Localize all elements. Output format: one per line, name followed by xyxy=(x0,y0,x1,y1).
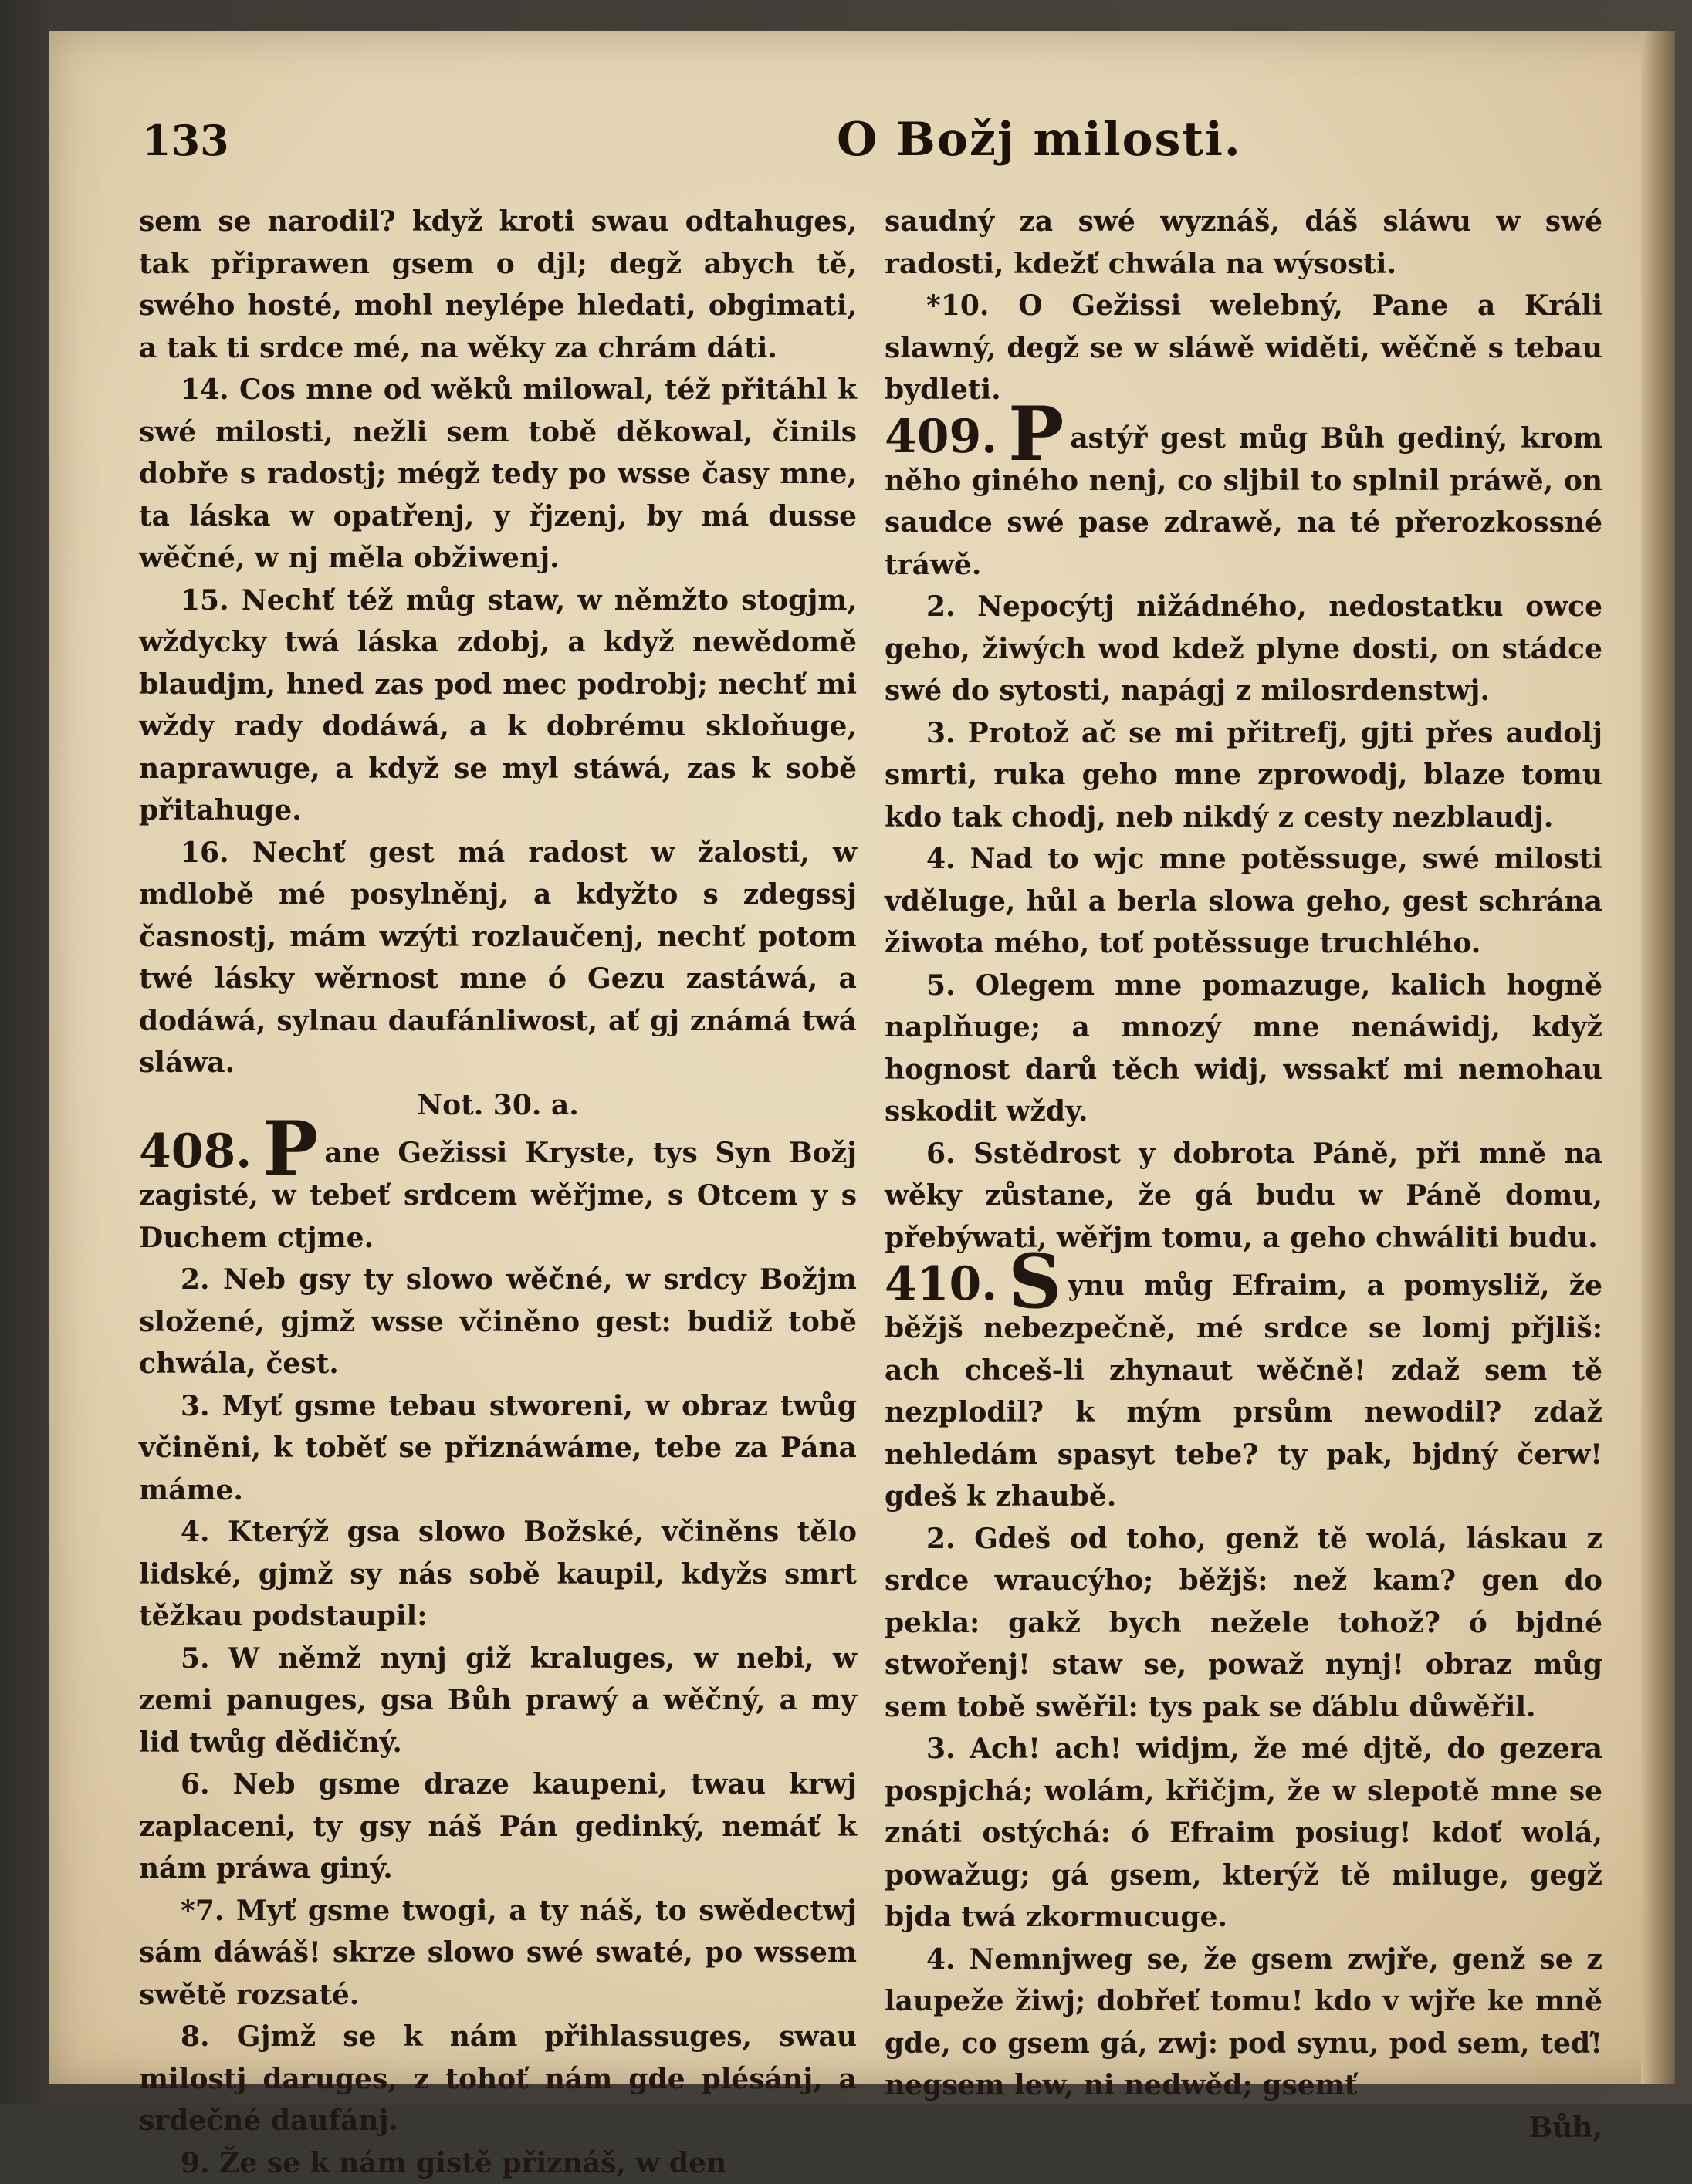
left-column xyxy=(139,201,857,2184)
stanza-410-3: 3. Ach! ach! widjm, že mé djtě, do gezera pospjchá; wolám, křičjm, že w slepotě mne se znáti ostýchá: ó Efraim posiug! kdoť wolá, powažug; gá gsem, kterýž tě miluge, gegž bjda twá zkormucuge. xyxy=(885,1728,1602,1939)
hymn-number-409: 409. xyxy=(885,414,997,460)
book-page xyxy=(49,31,1675,2084)
stanza-408-4: 4. Kterýž gsa slowo Božské, včiněns tělo lidské, gjmž sy nás sobě kaupil, kdyžs smrt těžkau podstaupil: xyxy=(139,1511,857,1638)
stanza-408-2: 2. Neb gsy ty slowo wěčné, w srdcy Božjm složené, gjmž wsse včiněno gest: budiž tobě chwála, čest. xyxy=(139,1259,857,1385)
hymn-408-start xyxy=(139,1126,857,1259)
stanza-408-7: *7. Myť gsme twogi, a ty náš, to swědectwj sám dáwáš! skrze slowo swé swaté, po wssem swětě rozsaté. xyxy=(139,1890,857,2017)
stanza-409-3: 3. Protož ač se mi přitrefj, gjti přes audolj smrti, ruka geho mne zprowodj, blaze tomu kdo tak chodj, neb nikdý z cesty nezblaudj. xyxy=(885,712,1602,839)
stanza-410-4: 4. Nemnjweg se, že gsem zwjře, genž se z laupeže žiwj; dobřeť tomu! kdo v wjře ke mně gde, co gsem gá, zwj: pod synu, pod sem, teď! negsem lew, ni nedwěd; gsemť xyxy=(885,1939,1602,2107)
hymn-409-first-stanza: astýř gest můg Bůh gediný, krom něho giného nenj, co sljbil to splnil práwě, on saudce swé pase zdrawě, na té přerozkossné tráwě. xyxy=(885,422,1602,581)
stanza-408-10: *10. O Gežissi welebný, Pane a Králi slawný, degž se w sláwě widěti, wěčně s tebau bydleti. xyxy=(885,285,1602,411)
hymn-410-start xyxy=(885,1259,1602,1518)
hymn-number-408: 408. xyxy=(139,1128,252,1175)
page-gutter-edge xyxy=(1641,31,1675,2084)
stanza-410-2: 2. Gdeš od toho, genž tě wolá, láskau z srdce wraucýho; běžjš: než kam? gen do pekla: gakž bych nežele tohož? ó bjdné stwořenj! staw se, powaž nynj! obraz můg sem tobě swěřil: tys pak se ďáblu důwěřil. xyxy=(885,1518,1602,1729)
hymn-408-first-stanza: ane Gežissi Kryste, tys Syn Božj zagisté, w tebeť srdcem wěřjme, s Otcem y s Duchem ctjme. xyxy=(139,1137,857,1254)
hymn-409-start xyxy=(885,411,1602,587)
stanza-14: 14. Cos mne od wěků milowal, též přitáhl k swé milosti, nežli sem tobě děkowal, činils dobře s radostj; mégž tedy po wsse časy mne, ta láska w opatřenj, y řjzenj, by má dusse wěčné, w nj měla obžiwenj. xyxy=(139,369,857,580)
dropcap-408: P xyxy=(262,1126,318,1172)
stanza-409-2: 2. Nepocýtj nižádného, nedostatku owce geho, žiwých wod kdež plyne dosti, on stádce swé do sytosti, napágj z milosrdenstwj. xyxy=(885,586,1602,712)
stanza-408-3: 3. Myť gsme tebau stworeni, w obraz twůg včiněni, k toběť se přiznáwáme, tebe za Pána máme. xyxy=(139,1385,857,1512)
hymn-410-first-stanza: ynu můg Efraim, a pomysliž, že běžjš nebezpečně, mé srdce se lomj přjliš: ach chceš-li zhynaut wěčně! zdaž sem tě nezplodil? k mým prsům newodil? zdaž nehledám spasyt tebe? ty pak, bjdný čerw! gdeš k zhaubě. xyxy=(885,1269,1602,1513)
catchword: Bůh, xyxy=(885,2107,1602,2149)
melody-reference: Not. 30. a. xyxy=(139,1084,857,1127)
stanza-409-4: 4. Nad to wjc mne potěssuge, swé milosti vděluge, hůl a berla slowa geho, gest schrána žiwota mého, toť potěssuge truchlého. xyxy=(885,838,1602,965)
page-header xyxy=(142,116,1609,185)
stanza-15: 15. Nechť též můg staw, w němžto stogjm, wždycky twá láska zdobj, a když newědomě blaudjm, hned zas pod mec podrobj; nechť mi wždy rady dodáwá, a k dobrému skloňuge, naprawuge, a když se myl stáwá, zas k sobě přitahuge. xyxy=(139,580,857,832)
stanza-16: 16. Nechť gest má radost w žalosti, w mdlobě mé posylněnj, a kdyžto s zdegssj časnostj, mám wzýti rozlaučenj, nechť potom twé lásky wěrnost mne ó Gezu zastáwá, a dodáwá, sylnau daufánliwost, ať gj známá twá sláwa. xyxy=(139,832,857,1084)
stanza-408-6: 6. Neb gsme draze kaupeni, twau krwj zaplaceni, ty gsy náš Pán gedinký, nemáť k nám práwa giný. xyxy=(139,1763,857,1890)
dropcap-409: P xyxy=(1008,411,1064,458)
right-column xyxy=(885,201,1602,2149)
hymn-number-410: 410. xyxy=(885,1261,997,1307)
stanza-409-5: 5. Olegem mne pomazuge, kalich hogně naplňuge; a mnozý mne nenáwidj, když hognost darů těch widj, wssakť mi nemohau sskodit wždy. xyxy=(885,965,1602,1133)
dropcap-410: S xyxy=(1008,1259,1061,1305)
stanza-408-5: 5. W němž nynj giž kraluges, w nebi, w zemi panuges, gsa Bůh prawý a wěčný, a my lid twůg dědičný. xyxy=(139,1638,857,1764)
page-number: 133 xyxy=(142,116,229,165)
running-title: O Božj milosti. xyxy=(837,113,1242,167)
stanza-408-9: 9. Že se k nám gistě přiznáš, w den xyxy=(139,2142,857,2184)
stanza-408-8: 8. Gjmž se k nám přihlassuges, swau milostj daruges, z tohoť nám gde plésánj, a srdečné daufánj. xyxy=(139,2016,857,2142)
stanza-continuation: sem se narodil? když kroti swau odtahuges, tak připrawen gsem o djl; degž abych tě, swého hosté, mohl neylépe hledati, obgimati, a tak ti srdce mé, na wěky za chrám dáti. xyxy=(139,201,857,369)
stanza-continuation: saudný za swé wyznáš, dáš sláwu w swé radosti, kdežť chwála na wýsosti. xyxy=(885,201,1602,285)
stanza-409-6: 6. Sstědrost y dobrota Páně, při mně na wěky zůstane, že gá budu w Páně domu, přebýwati, wěřjm tomu, a geho chwáliti budu. xyxy=(885,1133,1602,1259)
